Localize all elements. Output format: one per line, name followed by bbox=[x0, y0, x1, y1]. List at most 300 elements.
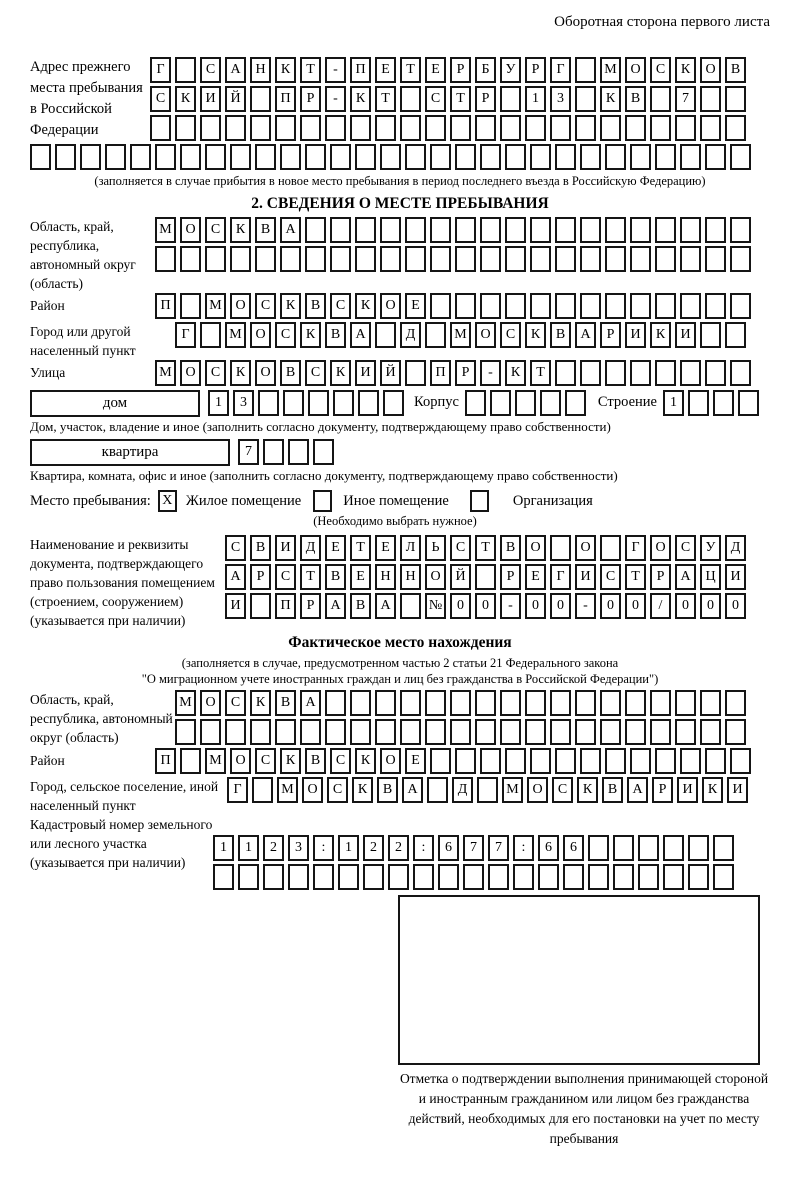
char-box[interactable]: А bbox=[225, 57, 246, 83]
char-box[interactable] bbox=[663, 835, 684, 861]
char-box[interactable]: Т bbox=[450, 86, 471, 112]
char-box[interactable] bbox=[325, 115, 346, 141]
char-box[interactable] bbox=[655, 144, 676, 170]
char-box[interactable]: Е bbox=[425, 57, 446, 83]
char-box[interactable]: С bbox=[205, 217, 226, 243]
char-box[interactable]: М bbox=[502, 777, 523, 803]
street-row[interactable] bbox=[155, 360, 751, 386]
char-box[interactable] bbox=[663, 864, 684, 890]
char-box[interactable] bbox=[600, 719, 621, 745]
char-box[interactable]: Т bbox=[530, 360, 551, 386]
char-box[interactable]: 1 bbox=[663, 390, 684, 416]
char-box[interactable] bbox=[225, 115, 246, 141]
char-box[interactable] bbox=[250, 719, 271, 745]
char-box[interactable] bbox=[450, 719, 471, 745]
char-box[interactable] bbox=[505, 748, 526, 774]
char-box[interactable] bbox=[705, 246, 726, 272]
char-box[interactable]: О bbox=[180, 217, 201, 243]
char-box[interactable] bbox=[380, 217, 401, 243]
prev-address-row-1[interactable] bbox=[150, 57, 746, 83]
prev-address-row-2[interactable] bbox=[150, 86, 746, 112]
char-box[interactable]: Д bbox=[452, 777, 473, 803]
char-box[interactable] bbox=[680, 748, 701, 774]
char-box[interactable]: К bbox=[505, 360, 526, 386]
char-box[interactable]: О bbox=[625, 57, 646, 83]
apartment-cells[interactable] bbox=[238, 439, 334, 465]
char-box[interactable]: 2 bbox=[388, 835, 409, 861]
char-box[interactable] bbox=[263, 439, 284, 465]
char-box[interactable] bbox=[605, 748, 626, 774]
char-box[interactable] bbox=[325, 690, 346, 716]
char-box[interactable]: 3 bbox=[288, 835, 309, 861]
char-box[interactable]: М bbox=[205, 748, 226, 774]
char-box[interactable]: П bbox=[155, 748, 176, 774]
char-box[interactable] bbox=[430, 748, 451, 774]
char-box[interactable]: С bbox=[255, 748, 276, 774]
region-row-2[interactable] bbox=[155, 246, 751, 272]
char-box[interactable] bbox=[505, 246, 526, 272]
char-box[interactable]: О bbox=[650, 535, 671, 561]
char-box[interactable] bbox=[600, 115, 621, 141]
char-box[interactable]: Д bbox=[300, 535, 321, 561]
char-box[interactable] bbox=[588, 864, 609, 890]
char-box[interactable] bbox=[225, 719, 246, 745]
char-box[interactable]: П bbox=[430, 360, 451, 386]
char-box[interactable]: 0 bbox=[600, 593, 621, 619]
char-box[interactable]: : bbox=[313, 835, 334, 861]
char-box[interactable]: О bbox=[180, 360, 201, 386]
char-box[interactable] bbox=[550, 719, 571, 745]
char-box[interactable] bbox=[675, 115, 696, 141]
char-box[interactable] bbox=[688, 835, 709, 861]
char-box[interactable]: К bbox=[355, 748, 376, 774]
char-box[interactable]: Р bbox=[250, 564, 271, 590]
char-box[interactable] bbox=[655, 748, 676, 774]
char-box[interactable]: 1 bbox=[525, 86, 546, 112]
char-box[interactable] bbox=[505, 293, 526, 319]
char-box[interactable]: К bbox=[280, 748, 301, 774]
char-box[interactable]: А bbox=[402, 777, 423, 803]
char-box[interactable] bbox=[380, 246, 401, 272]
char-box[interactable]: И bbox=[677, 777, 698, 803]
char-box[interactable] bbox=[400, 593, 421, 619]
char-box[interactable]: И bbox=[275, 535, 296, 561]
char-box[interactable]: Р bbox=[525, 57, 546, 83]
char-box[interactable]: О bbox=[200, 690, 221, 716]
char-box[interactable] bbox=[350, 690, 371, 716]
char-box[interactable] bbox=[655, 246, 676, 272]
char-box[interactable]: : bbox=[413, 835, 434, 861]
char-box[interactable] bbox=[380, 144, 401, 170]
char-box[interactable] bbox=[688, 390, 709, 416]
char-box[interactable] bbox=[525, 719, 546, 745]
char-box[interactable] bbox=[530, 293, 551, 319]
char-box[interactable]: В bbox=[725, 57, 746, 83]
char-box[interactable]: И bbox=[625, 322, 646, 348]
char-box[interactable] bbox=[605, 246, 626, 272]
char-box[interactable] bbox=[580, 360, 601, 386]
actual-region-row-2[interactable] bbox=[175, 719, 746, 745]
char-box[interactable] bbox=[255, 246, 276, 272]
char-box[interactable]: С bbox=[275, 564, 296, 590]
char-box[interactable]: 1 bbox=[338, 835, 359, 861]
char-box[interactable] bbox=[425, 115, 446, 141]
char-box[interactable] bbox=[480, 144, 501, 170]
char-box[interactable] bbox=[505, 144, 526, 170]
char-box[interactable] bbox=[488, 864, 509, 890]
char-box[interactable]: О bbox=[380, 748, 401, 774]
char-box[interactable] bbox=[555, 217, 576, 243]
char-box[interactable] bbox=[625, 115, 646, 141]
char-box[interactable] bbox=[180, 144, 201, 170]
char-box[interactable]: А bbox=[575, 322, 596, 348]
char-box[interactable]: Е bbox=[405, 293, 426, 319]
char-box[interactable]: Т bbox=[625, 564, 646, 590]
char-box[interactable] bbox=[630, 217, 651, 243]
char-box[interactable] bbox=[613, 835, 634, 861]
char-box[interactable] bbox=[713, 864, 734, 890]
char-box[interactable]: Н bbox=[250, 57, 271, 83]
char-box[interactable]: М bbox=[450, 322, 471, 348]
char-box[interactable] bbox=[155, 246, 176, 272]
char-box[interactable]: О bbox=[425, 564, 446, 590]
char-box[interactable]: М bbox=[600, 57, 621, 83]
char-box[interactable] bbox=[600, 535, 621, 561]
char-box[interactable] bbox=[480, 246, 501, 272]
char-box[interactable]: С bbox=[600, 564, 621, 590]
char-box[interactable]: К bbox=[675, 57, 696, 83]
char-box[interactable] bbox=[613, 864, 634, 890]
char-box[interactable]: 7 bbox=[238, 439, 259, 465]
char-box[interactable]: Р bbox=[300, 593, 321, 619]
char-box[interactable]: Й bbox=[450, 564, 471, 590]
char-box[interactable]: И bbox=[225, 593, 246, 619]
char-box[interactable]: С bbox=[150, 86, 171, 112]
char-box[interactable] bbox=[630, 293, 651, 319]
char-box[interactable] bbox=[630, 748, 651, 774]
char-box[interactable]: С bbox=[330, 748, 351, 774]
char-box[interactable] bbox=[705, 360, 726, 386]
char-box[interactable]: Е bbox=[525, 564, 546, 590]
char-box[interactable] bbox=[525, 115, 546, 141]
char-box[interactable]: К bbox=[600, 86, 621, 112]
char-box[interactable]: Г bbox=[150, 57, 171, 83]
char-box[interactable]: № bbox=[425, 593, 446, 619]
char-box[interactable] bbox=[650, 86, 671, 112]
char-box[interactable] bbox=[555, 293, 576, 319]
char-box[interactable]: К bbox=[702, 777, 723, 803]
cadastral-row-1[interactable] bbox=[213, 835, 734, 861]
char-box[interactable] bbox=[550, 115, 571, 141]
char-box[interactable] bbox=[413, 864, 434, 890]
char-box[interactable] bbox=[405, 246, 426, 272]
char-box[interactable] bbox=[180, 748, 201, 774]
char-box[interactable] bbox=[480, 217, 501, 243]
char-box[interactable] bbox=[400, 719, 421, 745]
char-box[interactable] bbox=[680, 217, 701, 243]
char-box[interactable] bbox=[175, 115, 196, 141]
char-box[interactable]: О bbox=[255, 360, 276, 386]
char-box[interactable]: О bbox=[230, 293, 251, 319]
district-row[interactable] bbox=[155, 293, 751, 319]
char-box[interactable] bbox=[430, 293, 451, 319]
char-box[interactable]: Т bbox=[475, 535, 496, 561]
char-box[interactable] bbox=[263, 864, 284, 890]
actual-district-row[interactable] bbox=[155, 748, 751, 774]
char-box[interactable] bbox=[430, 144, 451, 170]
char-box[interactable]: П bbox=[155, 293, 176, 319]
char-box[interactable] bbox=[333, 390, 354, 416]
char-box[interactable] bbox=[375, 719, 396, 745]
char-box[interactable] bbox=[455, 293, 476, 319]
char-box[interactable] bbox=[288, 864, 309, 890]
char-box[interactable] bbox=[305, 246, 326, 272]
char-box[interactable]: 1 bbox=[208, 390, 229, 416]
char-box[interactable]: В bbox=[500, 535, 521, 561]
char-box[interactable] bbox=[230, 144, 251, 170]
char-box[interactable] bbox=[680, 360, 701, 386]
char-box[interactable] bbox=[463, 864, 484, 890]
char-box[interactable] bbox=[505, 217, 526, 243]
char-box[interactable] bbox=[705, 217, 726, 243]
char-box[interactable] bbox=[540, 390, 561, 416]
char-box[interactable] bbox=[305, 217, 326, 243]
char-box[interactable]: М bbox=[277, 777, 298, 803]
char-box[interactable]: Р bbox=[600, 322, 621, 348]
char-box[interactable]: С bbox=[500, 322, 521, 348]
char-box[interactable] bbox=[730, 293, 751, 319]
char-box[interactable] bbox=[680, 293, 701, 319]
char-box[interactable]: - bbox=[480, 360, 501, 386]
char-box[interactable]: В bbox=[377, 777, 398, 803]
char-box[interactable] bbox=[438, 864, 459, 890]
char-box[interactable] bbox=[600, 690, 621, 716]
char-box[interactable]: В bbox=[550, 322, 571, 348]
char-box[interactable]: С bbox=[330, 293, 351, 319]
char-box[interactable]: 3 bbox=[233, 390, 254, 416]
char-box[interactable]: Е bbox=[405, 748, 426, 774]
char-box[interactable]: Й bbox=[380, 360, 401, 386]
char-box[interactable] bbox=[400, 690, 421, 716]
char-box[interactable]: О bbox=[380, 293, 401, 319]
char-box[interactable]: В bbox=[255, 217, 276, 243]
char-box[interactable]: С bbox=[275, 322, 296, 348]
char-box[interactable]: 0 bbox=[525, 593, 546, 619]
char-box[interactable] bbox=[490, 390, 511, 416]
char-box[interactable]: Т bbox=[375, 86, 396, 112]
char-box[interactable]: У bbox=[500, 57, 521, 83]
char-box[interactable]: С bbox=[650, 57, 671, 83]
document-row-1[interactable] bbox=[225, 535, 746, 561]
char-box[interactable]: Р bbox=[652, 777, 673, 803]
document-row-3[interactable] bbox=[225, 593, 746, 619]
char-box[interactable]: К bbox=[350, 86, 371, 112]
char-box[interactable] bbox=[355, 217, 376, 243]
char-box[interactable]: В bbox=[305, 293, 326, 319]
char-box[interactable] bbox=[580, 293, 601, 319]
char-box[interactable] bbox=[330, 144, 351, 170]
char-box[interactable]: М bbox=[155, 360, 176, 386]
char-box[interactable] bbox=[530, 217, 551, 243]
char-box[interactable] bbox=[400, 86, 421, 112]
char-box[interactable] bbox=[680, 144, 701, 170]
char-box[interactable] bbox=[730, 748, 751, 774]
char-box[interactable] bbox=[55, 144, 76, 170]
char-box[interactable] bbox=[375, 690, 396, 716]
char-box[interactable]: Т bbox=[300, 57, 321, 83]
char-box[interactable]: Г bbox=[550, 564, 571, 590]
char-box[interactable] bbox=[725, 322, 746, 348]
char-box[interactable] bbox=[455, 748, 476, 774]
char-box[interactable] bbox=[655, 217, 676, 243]
char-box[interactable]: А bbox=[350, 322, 371, 348]
char-box[interactable] bbox=[308, 390, 329, 416]
char-box[interactable] bbox=[730, 144, 751, 170]
char-box[interactable]: Н bbox=[400, 564, 421, 590]
char-box[interactable] bbox=[605, 293, 626, 319]
char-box[interactable] bbox=[730, 217, 751, 243]
char-box[interactable]: К bbox=[275, 57, 296, 83]
char-box[interactable]: В bbox=[625, 86, 646, 112]
char-box[interactable] bbox=[575, 115, 596, 141]
char-box[interactable] bbox=[80, 144, 101, 170]
char-box[interactable]: В bbox=[602, 777, 623, 803]
char-box[interactable] bbox=[630, 246, 651, 272]
char-box[interactable] bbox=[563, 864, 584, 890]
char-box[interactable] bbox=[475, 719, 496, 745]
house-widebox[interactable]: дом bbox=[30, 390, 200, 417]
char-box[interactable] bbox=[525, 690, 546, 716]
char-box[interactable]: Р bbox=[500, 564, 521, 590]
char-box[interactable] bbox=[480, 748, 501, 774]
char-box[interactable] bbox=[555, 144, 576, 170]
char-box[interactable] bbox=[450, 115, 471, 141]
char-box[interactable] bbox=[650, 690, 671, 716]
char-box[interactable]: К bbox=[230, 217, 251, 243]
char-box[interactable] bbox=[180, 293, 201, 319]
char-box[interactable] bbox=[405, 217, 426, 243]
char-box[interactable] bbox=[330, 217, 351, 243]
char-box[interactable] bbox=[580, 246, 601, 272]
char-box[interactable] bbox=[280, 144, 301, 170]
char-box[interactable] bbox=[638, 835, 659, 861]
char-box[interactable] bbox=[355, 246, 376, 272]
char-box[interactable] bbox=[530, 144, 551, 170]
char-box[interactable]: О bbox=[250, 322, 271, 348]
char-box[interactable] bbox=[130, 144, 151, 170]
char-box[interactable] bbox=[400, 115, 421, 141]
char-box[interactable]: К bbox=[250, 690, 271, 716]
cadastral-row-2[interactable] bbox=[213, 864, 734, 890]
char-box[interactable] bbox=[325, 719, 346, 745]
char-box[interactable]: У bbox=[700, 535, 721, 561]
char-box[interactable] bbox=[625, 719, 646, 745]
char-box[interactable]: Р bbox=[475, 86, 496, 112]
char-box[interactable] bbox=[500, 690, 521, 716]
char-box[interactable] bbox=[530, 748, 551, 774]
char-box[interactable]: М bbox=[175, 690, 196, 716]
char-box[interactable]: К bbox=[577, 777, 598, 803]
char-box[interactable] bbox=[705, 748, 726, 774]
char-box[interactable]: С bbox=[552, 777, 573, 803]
char-box[interactable] bbox=[513, 864, 534, 890]
char-box[interactable] bbox=[530, 246, 551, 272]
char-box[interactable]: А bbox=[325, 593, 346, 619]
prev-address-row-3[interactable] bbox=[150, 115, 746, 141]
char-box[interactable] bbox=[465, 390, 486, 416]
char-box[interactable] bbox=[475, 115, 496, 141]
char-box[interactable] bbox=[405, 360, 426, 386]
char-box[interactable] bbox=[700, 690, 721, 716]
char-box[interactable] bbox=[713, 390, 734, 416]
char-box[interactable] bbox=[550, 535, 571, 561]
char-box[interactable]: 0 bbox=[625, 593, 646, 619]
char-box[interactable] bbox=[350, 115, 371, 141]
char-box[interactable]: О bbox=[302, 777, 323, 803]
char-box[interactable] bbox=[305, 144, 326, 170]
prev-address-row-4[interactable] bbox=[30, 144, 770, 170]
char-box[interactable]: Е bbox=[375, 57, 396, 83]
char-box[interactable] bbox=[455, 246, 476, 272]
char-box[interactable]: О bbox=[230, 748, 251, 774]
char-box[interactable]: Ц bbox=[700, 564, 721, 590]
other-premises-checkbox[interactable] bbox=[313, 490, 332, 512]
region-row-1[interactable] bbox=[155, 217, 751, 243]
char-box[interactable]: С bbox=[225, 690, 246, 716]
char-box[interactable]: С bbox=[450, 535, 471, 561]
char-box[interactable] bbox=[713, 835, 734, 861]
char-box[interactable] bbox=[515, 390, 536, 416]
char-box[interactable] bbox=[213, 864, 234, 890]
char-box[interactable] bbox=[230, 246, 251, 272]
char-box[interactable]: П bbox=[275, 593, 296, 619]
char-box[interactable]: О bbox=[525, 535, 546, 561]
char-box[interactable] bbox=[330, 246, 351, 272]
char-box[interactable]: 1 bbox=[213, 835, 234, 861]
char-box[interactable]: Г bbox=[227, 777, 248, 803]
char-box[interactable]: - bbox=[500, 593, 521, 619]
actual-region-row-1[interactable] bbox=[175, 690, 746, 716]
char-box[interactable]: Д bbox=[400, 322, 421, 348]
char-box[interactable] bbox=[275, 719, 296, 745]
char-box[interactable]: 0 bbox=[475, 593, 496, 619]
char-box[interactable]: А bbox=[280, 217, 301, 243]
char-box[interactable] bbox=[688, 864, 709, 890]
char-box[interactable] bbox=[580, 217, 601, 243]
char-box[interactable] bbox=[738, 390, 759, 416]
char-box[interactable]: Н bbox=[375, 564, 396, 590]
char-box[interactable] bbox=[630, 360, 651, 386]
char-box[interactable]: 6 bbox=[538, 835, 559, 861]
char-box[interactable]: 7 bbox=[488, 835, 509, 861]
char-box[interactable] bbox=[300, 115, 321, 141]
char-box[interactable] bbox=[250, 115, 271, 141]
char-box[interactable]: 2 bbox=[363, 835, 384, 861]
char-box[interactable]: - bbox=[575, 593, 596, 619]
char-box[interactable] bbox=[355, 144, 376, 170]
char-box[interactable] bbox=[705, 144, 726, 170]
char-box[interactable]: Р bbox=[650, 564, 671, 590]
char-box[interactable]: Г bbox=[625, 535, 646, 561]
char-box[interactable]: В bbox=[275, 690, 296, 716]
char-box[interactable]: М bbox=[205, 293, 226, 319]
char-box[interactable] bbox=[275, 115, 296, 141]
char-box[interactable] bbox=[425, 690, 446, 716]
char-box[interactable] bbox=[625, 690, 646, 716]
char-box[interactable] bbox=[455, 144, 476, 170]
char-box[interactable] bbox=[455, 217, 476, 243]
char-box[interactable] bbox=[500, 719, 521, 745]
